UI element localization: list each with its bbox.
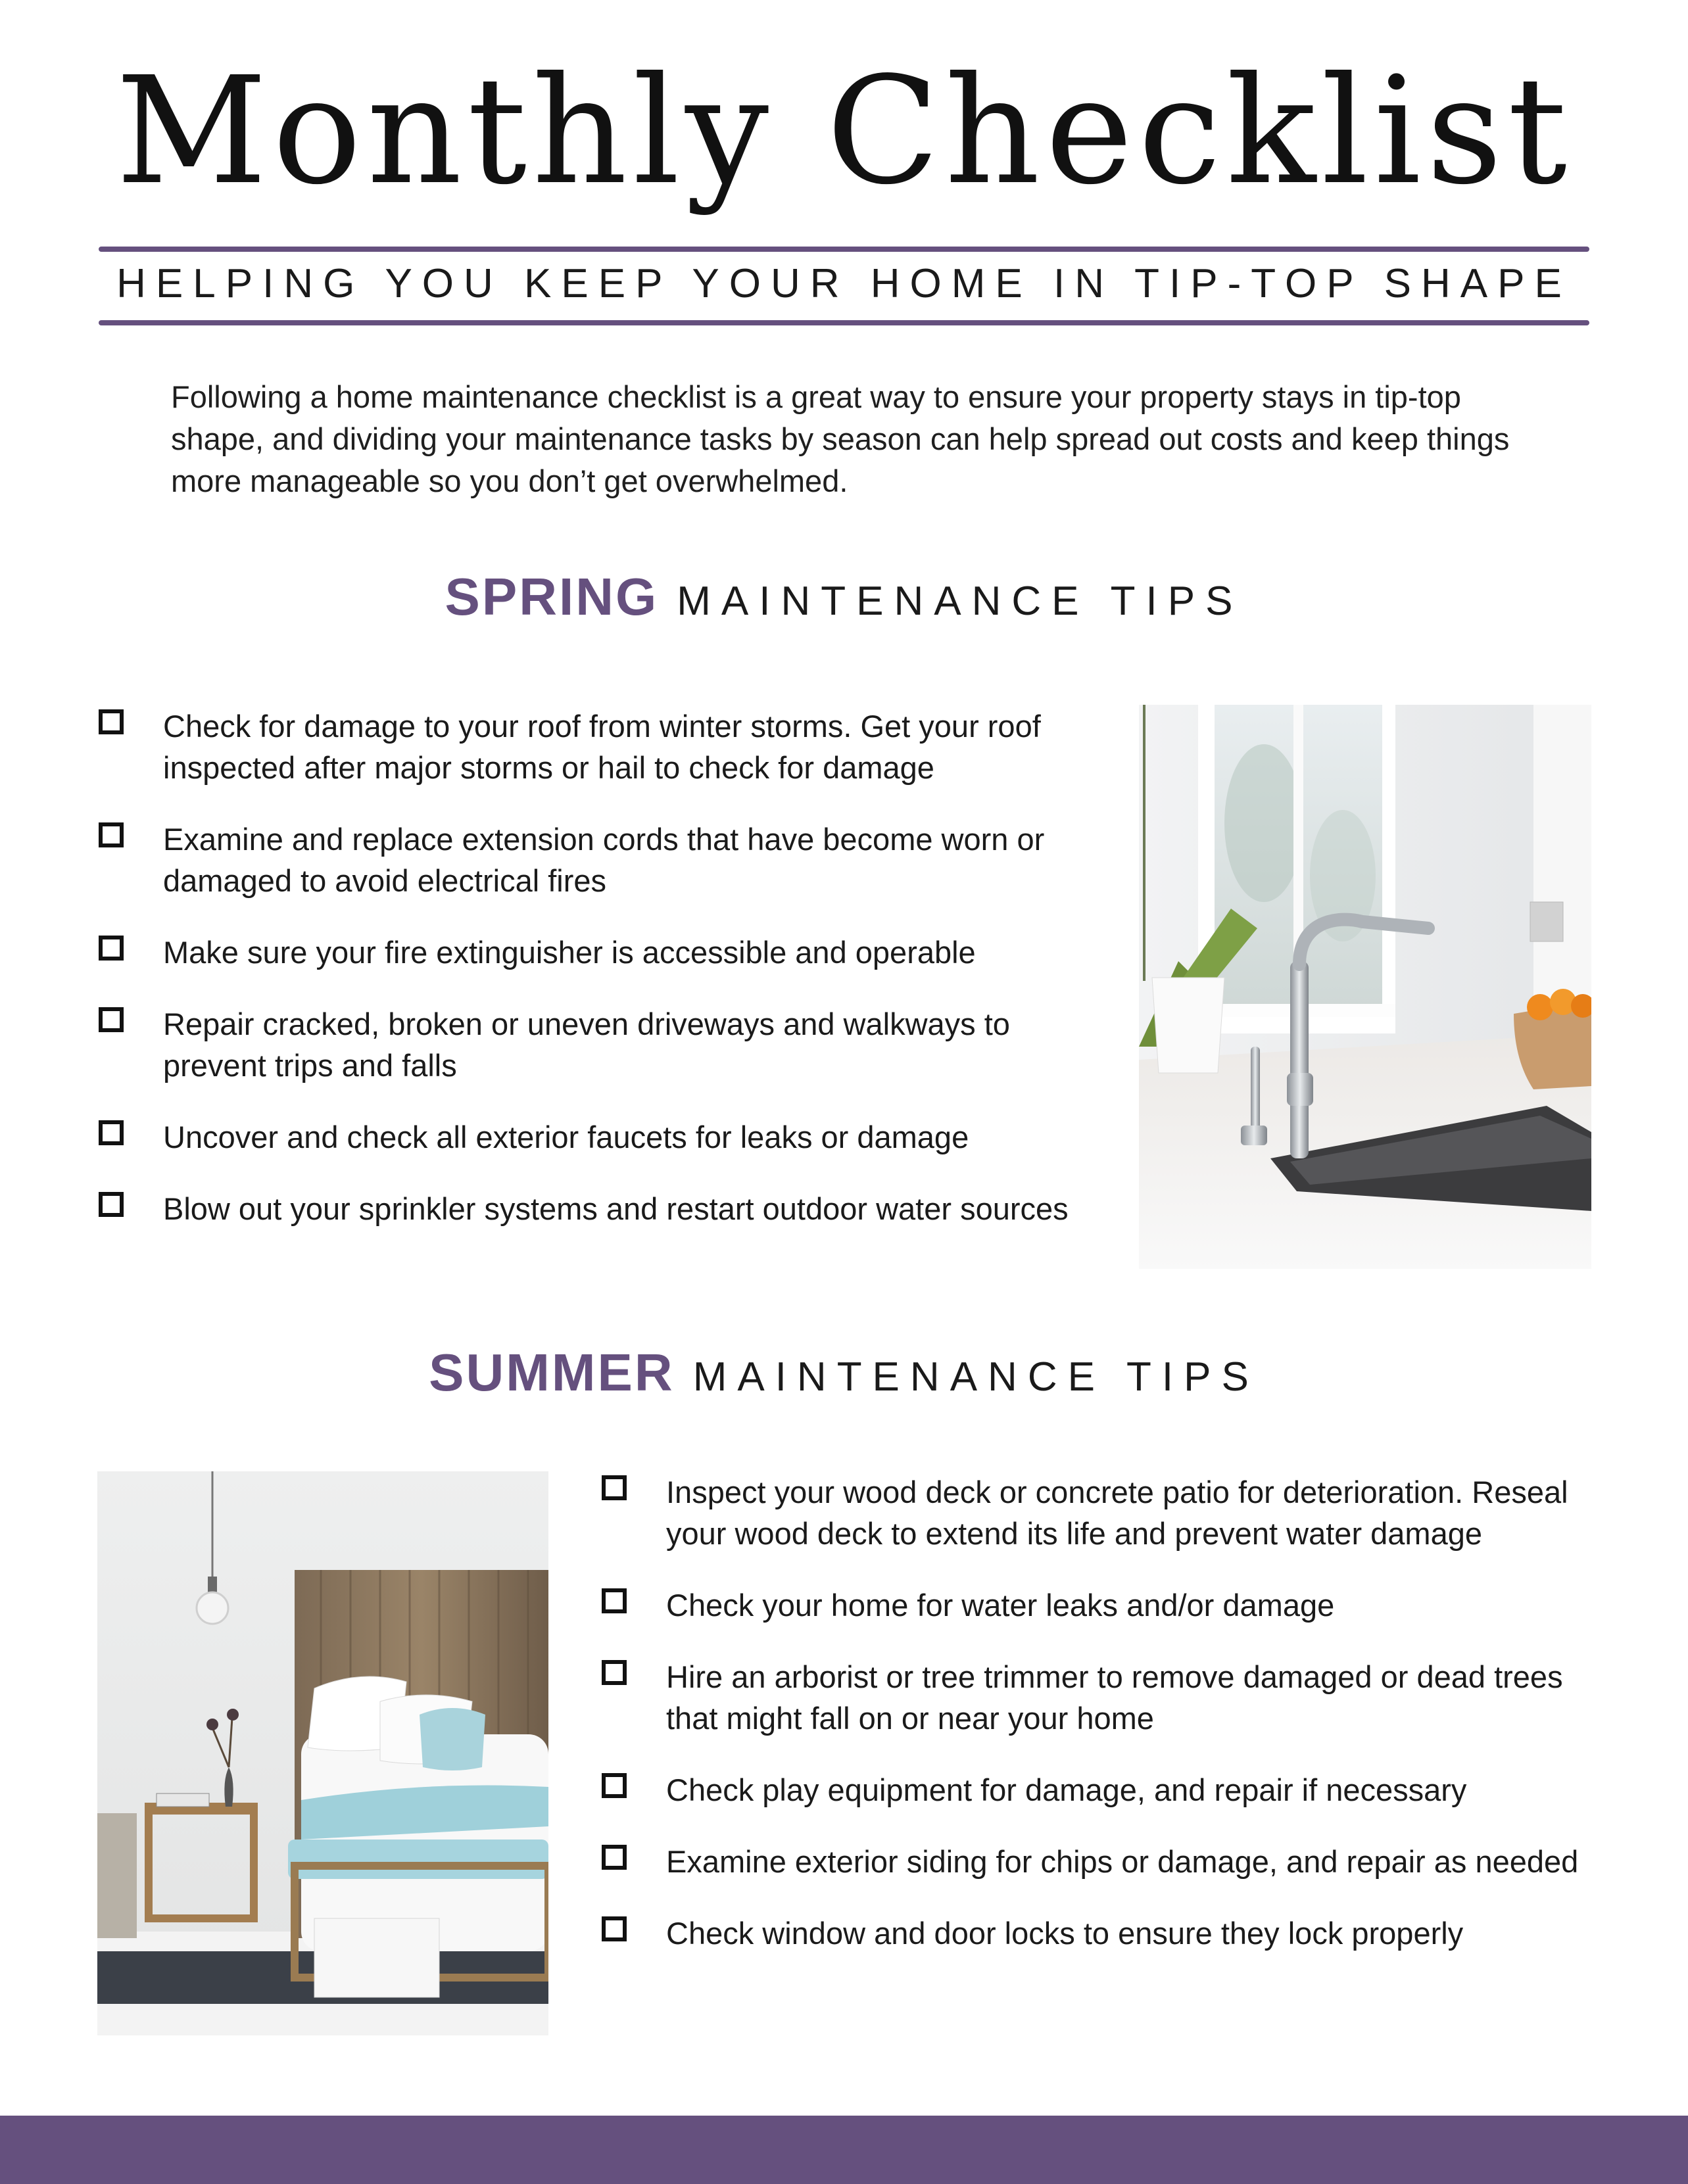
checkbox[interactable] — [602, 1475, 627, 1500]
checkbox[interactable] — [602, 1660, 627, 1685]
checkbox[interactable] — [99, 936, 124, 961]
checkbox[interactable] — [99, 1120, 124, 1145]
bottom-rule — [99, 320, 1589, 325]
checkbox[interactable] — [99, 822, 124, 847]
spring-season-label: SPRING — [445, 567, 659, 626]
item-text: Check for damage to your roof from winter storms. Get your roof inspected after major storms or hail to check for damage — [163, 709, 1041, 785]
item-text: Blow out your sprinkler systems and restart outdoor water sources — [163, 1191, 1069, 1226]
checkbox[interactable] — [602, 1845, 627, 1870]
list-item — [99, 705, 1098, 788]
list-item — [99, 819, 1098, 901]
list-item — [602, 1584, 1595, 1626]
checkbox[interactable] — [99, 709, 124, 734]
item-text: Examine and replace extension cords that have become worn or damaged to avoid electrical fires — [163, 822, 1045, 898]
page-subtitle: HELPING YOU KEEP YOUR HOME IN TIP-TOP SHAPE — [116, 261, 1572, 306]
item-text: Hire an arborist or tree trimmer to remove damaged or dead trees that might fall on or near your home — [666, 1659, 1563, 1736]
summer-heading-rest: MAINTENANCE TIPS — [692, 1354, 1259, 1400]
checkbox[interactable] — [602, 1773, 627, 1798]
summer-season-label: SUMMER — [429, 1343, 675, 1402]
spring-heading-rest: MAINTENANCE TIPS — [677, 579, 1243, 624]
checkbox[interactable] — [99, 1192, 124, 1217]
list-item — [602, 1471, 1595, 1554]
summer-checklist — [602, 1471, 1595, 1984]
item-text: Check your home for water leaks and/or damage — [666, 1588, 1335, 1623]
summer-heading — [0, 1342, 1688, 1403]
checkbox[interactable] — [602, 1588, 627, 1613]
kitchen-sink-photo — [1139, 705, 1591, 1269]
spring-checklist — [99, 705, 1098, 1260]
list-item — [99, 1188, 1098, 1229]
page-title: Monthly Checklist — [115, 45, 1573, 218]
spring-heading — [0, 567, 1688, 627]
list-item — [99, 1003, 1098, 1086]
item-text: Check window and door locks to ensure they lock properly — [666, 1916, 1464, 1951]
item-text: Inspect your wood deck or concrete patio for deterioration. Reseal your wood deck to extend its life and prevent water damage — [666, 1475, 1568, 1551]
item-text: Repair cracked, broken or uneven driveways and walkways to prevent trips and falls — [163, 1007, 1010, 1083]
checkbox[interactable] — [99, 1007, 124, 1032]
bedroom-photo — [97, 1471, 548, 2035]
checkbox[interactable] — [602, 1916, 627, 1941]
top-rule — [99, 247, 1589, 252]
list-item — [602, 1841, 1595, 1882]
item-text: Check play equipment for damage, and repair if necessary — [666, 1772, 1467, 1807]
item-text: Make sure your fire extinguisher is accessible and operable — [163, 935, 976, 970]
item-text: Uncover and check all exterior faucets for leaks or damage — [163, 1120, 969, 1154]
list-item — [99, 932, 1098, 973]
list-item — [602, 1912, 1595, 1954]
footer-bar — [0, 2116, 1688, 2184]
list-item — [602, 1769, 1595, 1811]
list-item — [99, 1116, 1098, 1158]
item-text: Examine exterior siding for chips or damage, and repair as needed — [666, 1844, 1579, 1879]
intro-paragraph: Following a home maintenance checklist is a great way to ensure your property stays in tip-top shape, and dividing your maintenance tasks by season can help spread out costs and keep things more manageable so you don’t get overwhelmed. — [171, 379, 1510, 498]
list-item — [602, 1656, 1595, 1739]
